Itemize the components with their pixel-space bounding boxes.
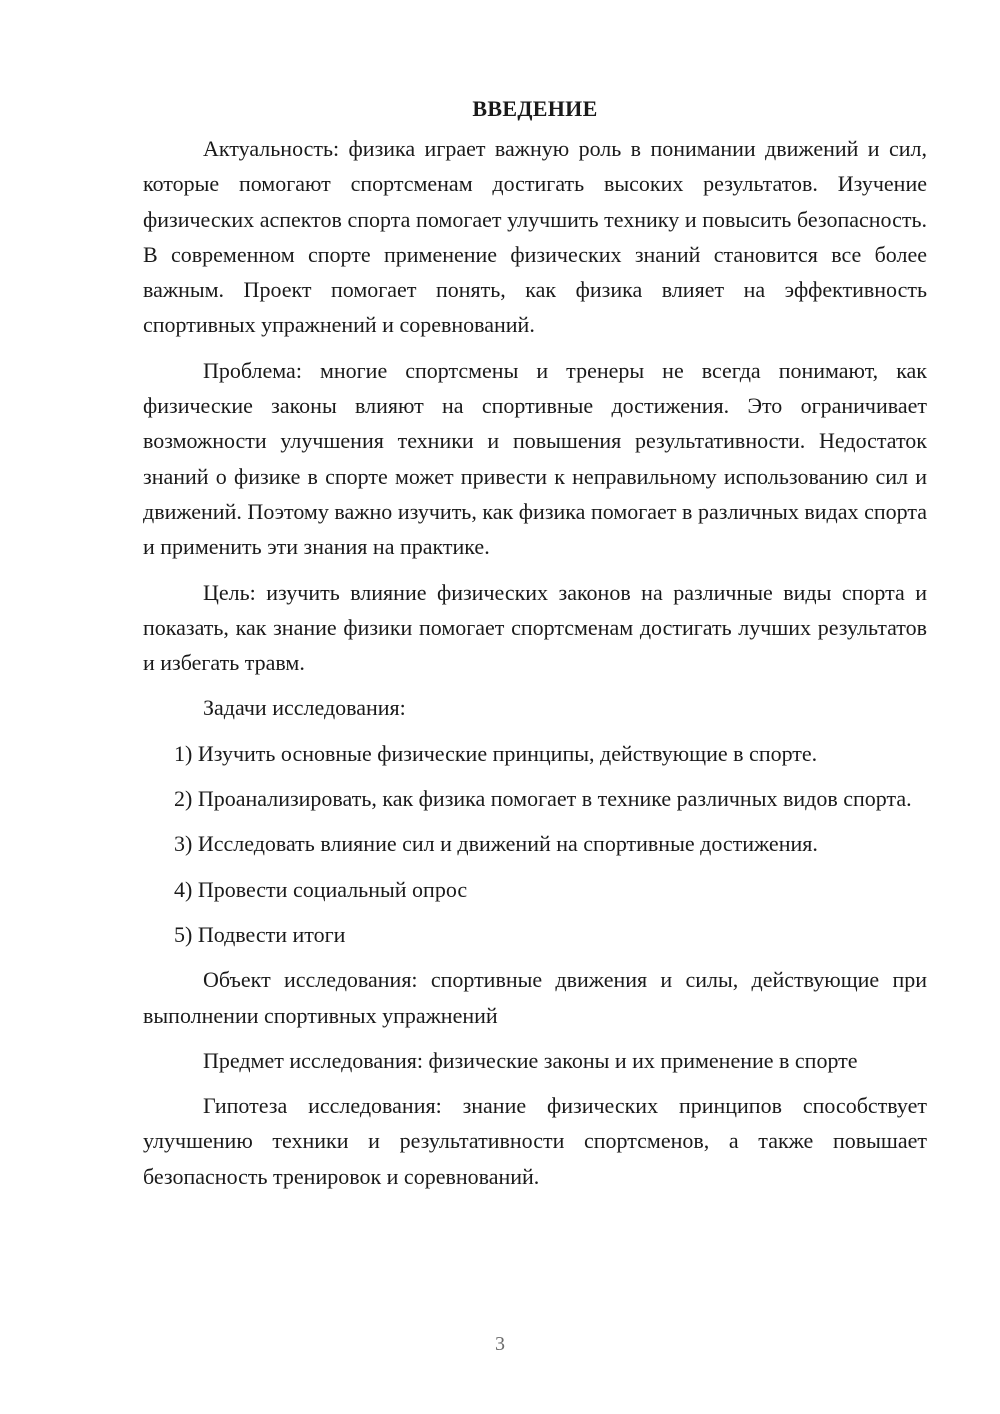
list-item: 2) Проанализировать, как физика помогает в технике различных видов спорта.	[174, 786, 912, 812]
hypothesis-paragraph: Гипотеза исследования: знание физических принципов способствует улучшению техники и результативности спортсменов, а также повышает безопасность тренировок и соревнований.	[143, 1093, 927, 1189]
list-item: 3) Исследовать влияние сил и движений на спортивные достижения.	[174, 831, 818, 857]
tasks-heading: Задачи исследования:	[203, 695, 406, 721]
problem-paragraph: Проблема: многие спортсмены и тренеры не всегда понимают, как физические законы влияют на спортивные достижения. Это ограничивает возможности улучшения техники и повышения результативности. Недостаток знаний о физике в спорте может привести к неправильному использованию сил и движений. Поэтому важно изучить, как физика помогает в различных видах спорта и применить эти знания на практике.	[143, 357, 927, 560]
subject-paragraph: Предмет исследования: физические законы и их применение в спорте	[203, 1047, 858, 1073]
object-paragraph: Объект исследования: спортивные движения и силы, действующие при выполнении спортивных упражнений	[143, 967, 927, 1028]
document-page	[143, 92, 927, 1204]
list-item: 1) Изучить основные физические принципы, действующие в спорте.	[174, 740, 818, 766]
goal-paragraph: Цель: изучить влияние физических законов на различные виды спорта и показать, как знание физики помогает спортсменам достигать лучших результатов и избегать травм.	[143, 579, 927, 676]
tasks-list	[143, 736, 927, 952]
list-item: 5) Подвести итоги	[174, 921, 346, 947]
page-number: 3	[495, 1333, 505, 1355]
relevance-paragraph: Актуальность: физика играет важную роль в понимании движений и сил, которые помогают спортсменам достигать высоких результатов. Изучение физических аспектов спорта помогает улучшить технику и повысить безопасность. В современном спорте применение физических знаний становится все более важным. Проект помогает понять, как физика влияет на эффективность спортивных упражнений и соревнований.	[143, 136, 927, 338]
list-item: 4) Провести социальный опрос	[174, 876, 468, 902]
page-title: ВВЕДЕНИЕ	[472, 96, 598, 121]
